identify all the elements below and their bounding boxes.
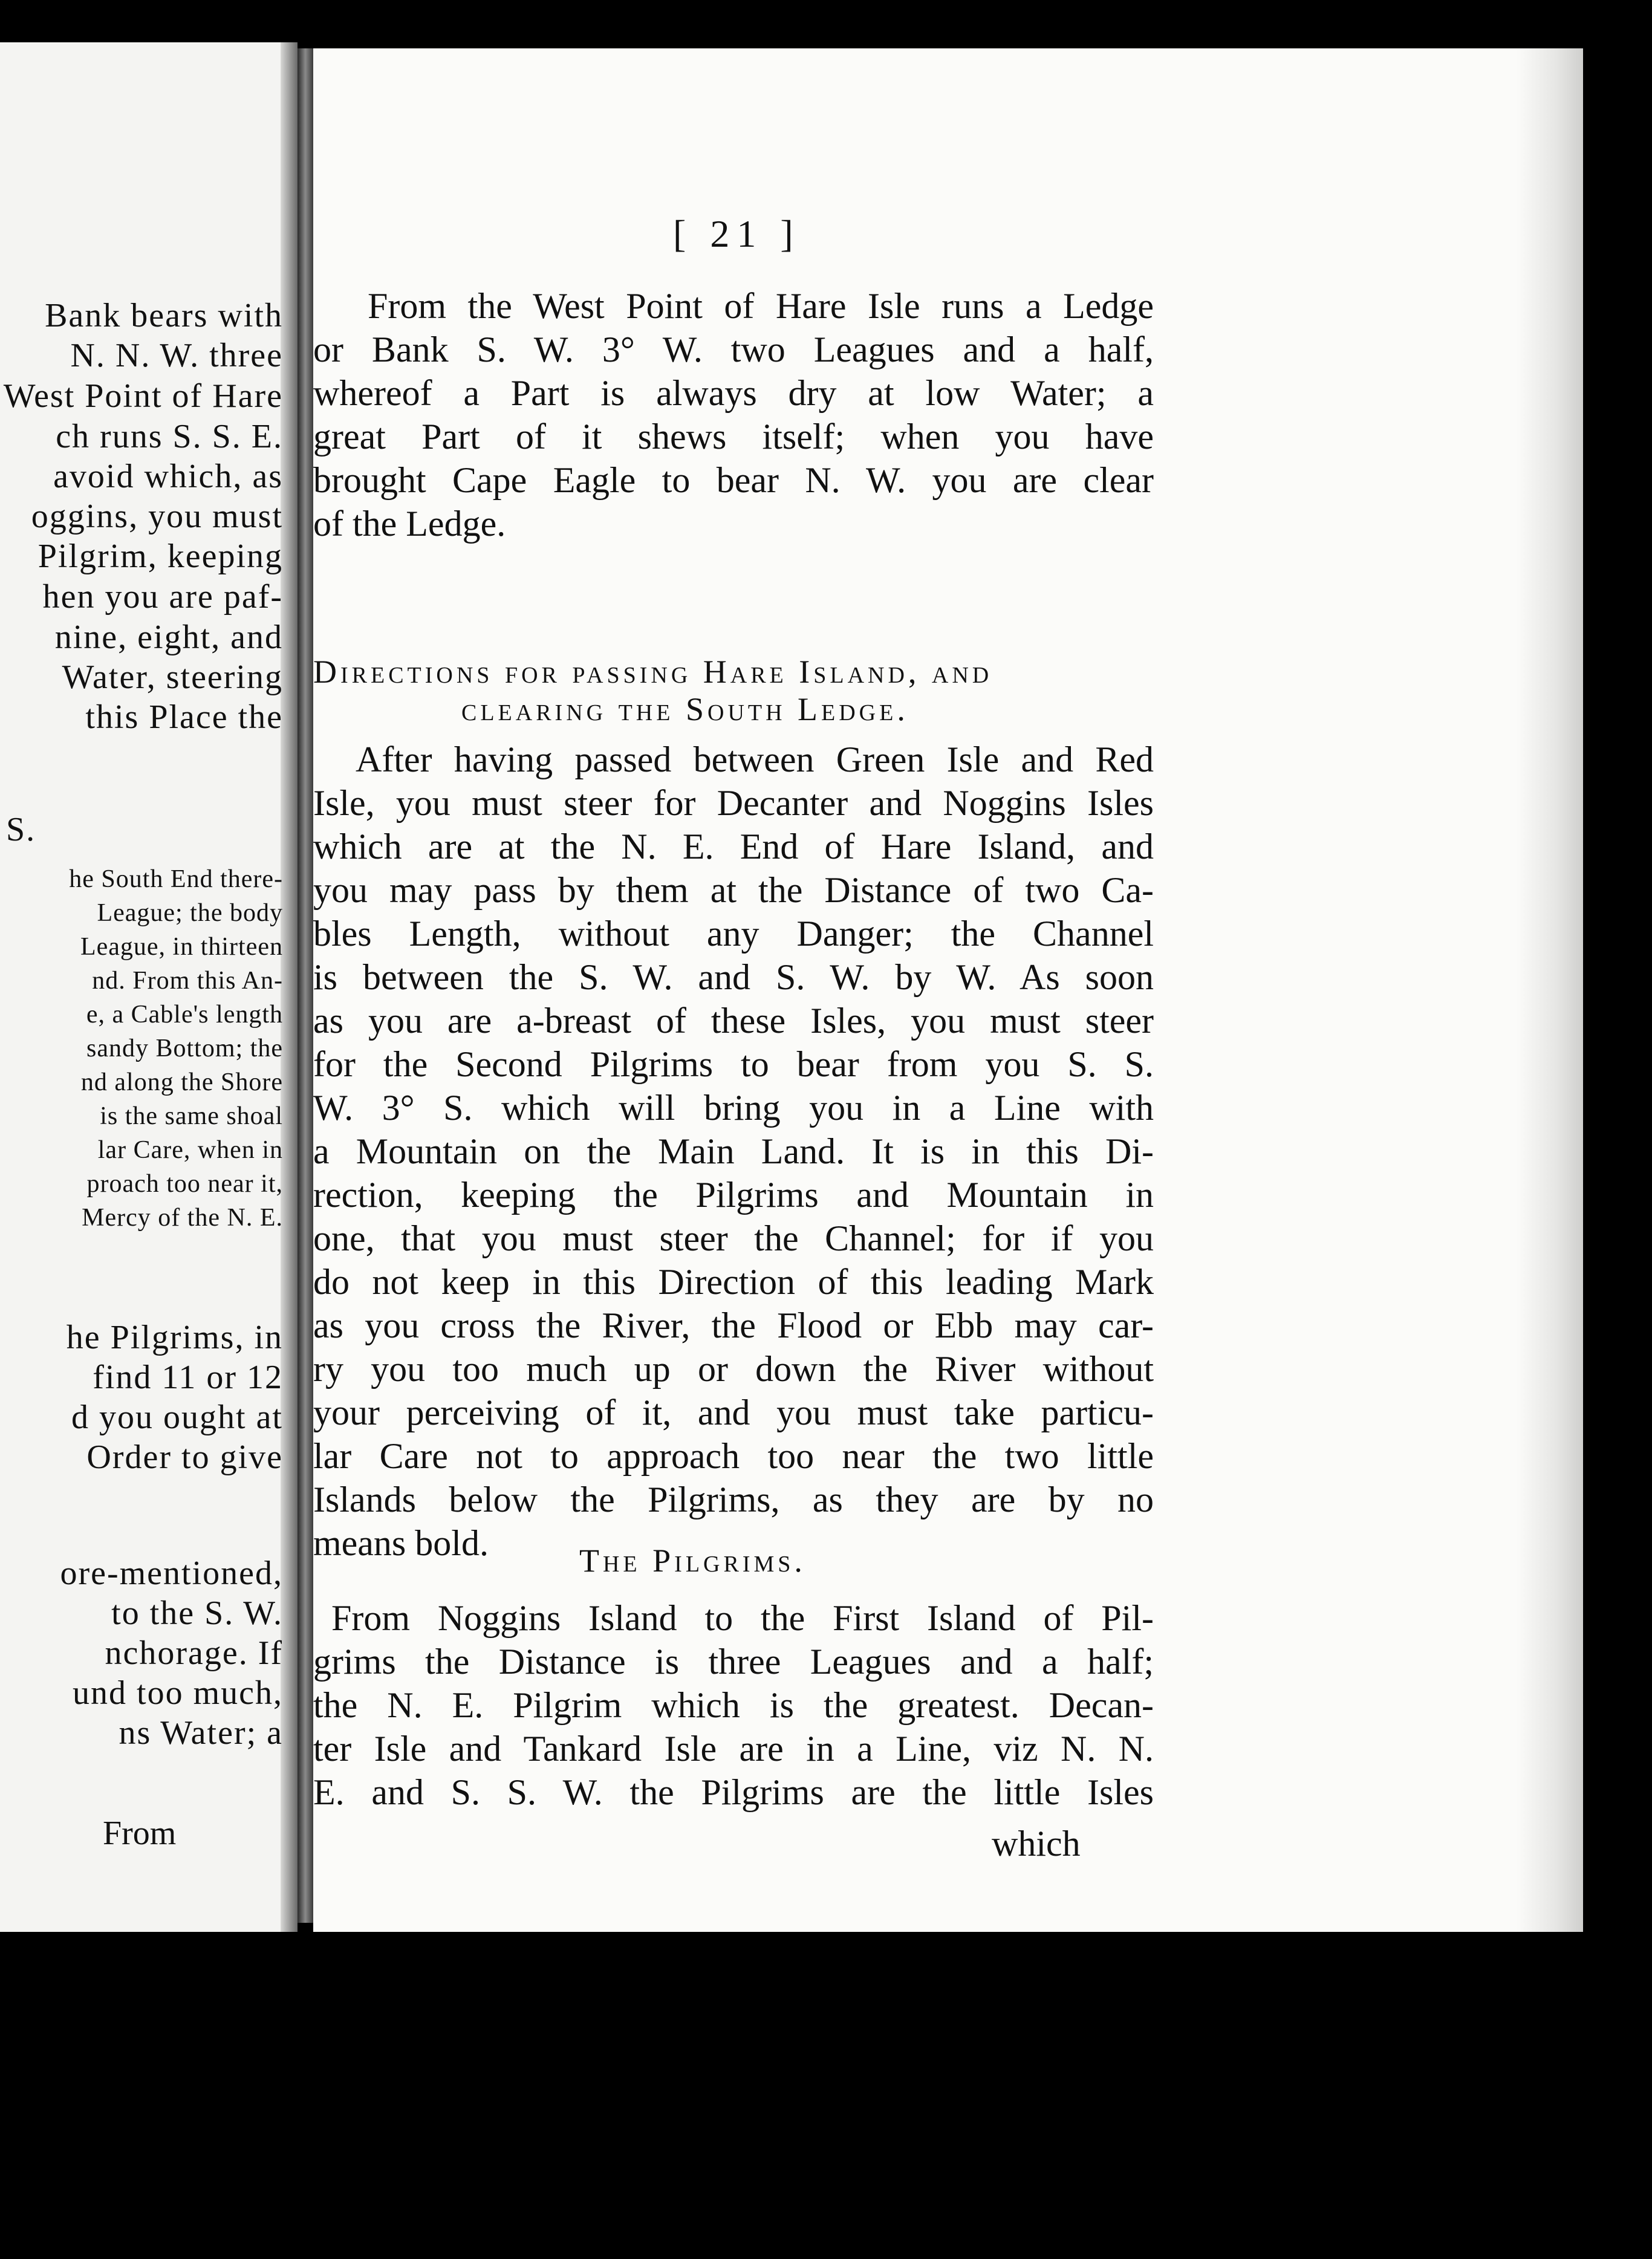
text-line: Islands below the Pilgrims, as they are by no bbox=[313, 1480, 1154, 1520]
left-text-line: d you ought at bbox=[71, 1399, 283, 1436]
text-line: W. 3° S. which will bring you in a Line with bbox=[313, 1088, 1154, 1128]
text-line: as you cross the River, the Flood or Ebb may car- bbox=[313, 1305, 1154, 1345]
left-text-line: ch runs S. S. E. bbox=[56, 418, 283, 455]
text-line: for the Second Pilgrims to bear from you S. S. bbox=[313, 1044, 1154, 1084]
left-text-line: N. N. W. three bbox=[70, 337, 283, 374]
current-page bbox=[313, 48, 1583, 1932]
left-small-line: is the same shoal bbox=[100, 1102, 283, 1130]
catchword: which bbox=[992, 1824, 1081, 1864]
text-line: Isle, you must steer for Decanter and Noggins Isles bbox=[313, 783, 1154, 823]
left-text-line: und too much, bbox=[73, 1674, 283, 1712]
text-line: rection, keeping the Pilgrims and Mountain in bbox=[313, 1175, 1154, 1215]
left-text-line: ns Water; a bbox=[119, 1714, 283, 1752]
text-line: a Mountain on the Main Land. It is in this Di- bbox=[313, 1131, 1154, 1171]
left-text-line: ore-mentioned, bbox=[60, 1555, 283, 1592]
left-heading-fragment: S. bbox=[6, 811, 36, 848]
left-small-line: nd. From this An- bbox=[92, 967, 283, 995]
left-text-line: find 11 or 12 bbox=[93, 1359, 283, 1396]
left-small-line: e, a Cable's length bbox=[86, 1001, 283, 1029]
text-line: bles Length, without any Danger; the Channel bbox=[313, 914, 1154, 954]
left-text-line: this Place the bbox=[85, 698, 283, 736]
text-line: or Bank S. W. 3° W. two Leagues and a half, bbox=[313, 330, 1154, 369]
left-text-line: nine, eight, and bbox=[54, 619, 283, 656]
text-line: After having passed between Green Isle and Red bbox=[356, 739, 1154, 779]
text-line: From the West Point of Hare Isle runs a Ledge bbox=[368, 286, 1154, 326]
text-line: ry you too much up or down the River without bbox=[313, 1349, 1154, 1389]
text-line: lar Care not to approach too near the two little bbox=[313, 1436, 1154, 1476]
book-spine bbox=[298, 48, 313, 1923]
section-heading: Directions for passing Hare Island, and bbox=[313, 654, 993, 690]
left-text-line: Pilgrim, keeping bbox=[37, 538, 283, 575]
left-small-line: he South End there- bbox=[69, 865, 283, 893]
text-line: is between the S. W. and S. W. by W. As soon bbox=[313, 957, 1154, 997]
text-line: E. and S. S. W. the Pilgrims are the little Isles bbox=[313, 1772, 1154, 1812]
page-number: [ 21 ] bbox=[673, 212, 801, 255]
section-heading: The Pilgrims. bbox=[579, 1542, 806, 1579]
text-line: grims the Distance is three Leagues and a half; bbox=[313, 1642, 1154, 1682]
text-line: whereof a Part is always dry at low Water; a bbox=[313, 373, 1154, 413]
left-small-line: sandy Bottom; the bbox=[86, 1035, 283, 1062]
text-line: ter Isle and Tankard Isle are in a Line, viz N. N. bbox=[313, 1729, 1154, 1769]
text-line: which are at the N. E. End of Hare Island, and bbox=[313, 827, 1154, 866]
text-line: From Noggins Island to the First Island of Pil- bbox=[331, 1598, 1154, 1638]
left-text-line: avoid which, as bbox=[53, 458, 283, 495]
text-line: the N. E. Pilgrim which is the greatest. Decan- bbox=[313, 1685, 1154, 1725]
left-small-line: nd along the Shore bbox=[80, 1068, 283, 1096]
text-line: great Part of it shews itself; when you have bbox=[313, 417, 1154, 457]
left-text-line: nchorage. If bbox=[105, 1634, 283, 1672]
left-text-line: he Pilgrims, in bbox=[66, 1319, 283, 1356]
left-small-line: lar Care, when in bbox=[97, 1136, 283, 1164]
text-line: one, that you must steer the Channel; for if you bbox=[313, 1218, 1154, 1258]
left-text-line: Order to give bbox=[86, 1438, 283, 1476]
text-line: as you are a-breast of these Isles, you must steer bbox=[313, 1001, 1154, 1041]
page-edge-shadow bbox=[1517, 48, 1583, 1932]
left-text-line: oggins, you must bbox=[31, 498, 283, 535]
text-line: your perceiving of it, and you must take particu- bbox=[313, 1393, 1154, 1432]
left-small-line: proach too near it, bbox=[86, 1170, 283, 1198]
previous-page-fragment bbox=[0, 42, 298, 1932]
text-line: of the Ledge. bbox=[313, 504, 506, 544]
text-line: you may pass by them at the Distance of two Ca- bbox=[313, 870, 1154, 910]
left-small-line: League; the body bbox=[97, 899, 283, 927]
left-small-line: League, in thirteen bbox=[80, 933, 283, 961]
left-small-line: Mercy of the N. E. bbox=[82, 1204, 283, 1232]
left-catchword: From bbox=[103, 1815, 177, 1852]
section-heading-line2: clearing the South Ledge. bbox=[461, 691, 909, 727]
left-text-line: to the S. W. bbox=[111, 1594, 283, 1632]
page-gutter-shadow bbox=[281, 42, 298, 1932]
left-text-line: Water, steering bbox=[62, 658, 283, 696]
text-line: do not keep in this Direction of this leading Mark bbox=[313, 1262, 1154, 1302]
left-text-line: hen you are paf- bbox=[42, 578, 283, 616]
left-text-line: Bank bears with bbox=[45, 297, 283, 334]
left-text-line: West Point of Hare bbox=[3, 377, 283, 415]
text-line: brought Cape Eagle to bear N. W. you are clear bbox=[313, 460, 1154, 500]
text-line: means bold. bbox=[313, 1523, 489, 1563]
